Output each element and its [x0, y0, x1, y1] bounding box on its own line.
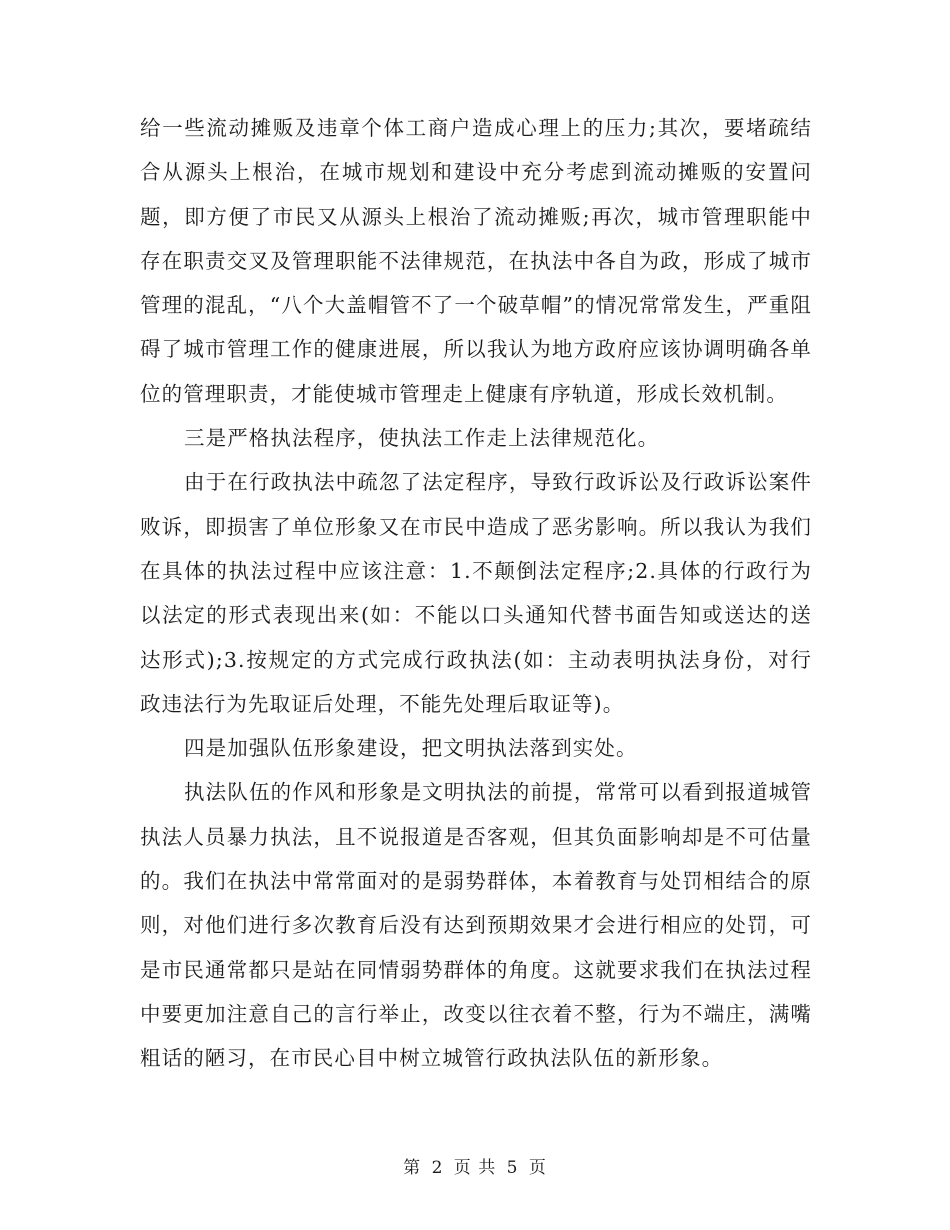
document-body [140, 106, 812, 1081]
paragraph-4-heading: 四是加强队伍形象建设，把文明执法落到实处。 [184, 736, 638, 761]
footer-suffix: 页 [528, 1158, 547, 1178]
page-footer [0, 1153, 950, 1178]
footer-prefix: 第 [403, 1158, 422, 1178]
paragraph-3: 由于在行政执法中疏忽了法定程序，导致行政诉讼及行政诉讼案件败诉，即损害了单位形象又在市民中造成了恶劣影响。所以我认为我们在具体的执法过程中应该注意：1.不颠倒法定程序;2.具体的行政行为以法定的形式表现出来(如：不能以口头通知代替书面告知或送达的送达形式);3.按规定的方式完成行政执法(如：主动表明执法身份，对行政违法行为先取证后处理，不能先处理后取证等)。 [140, 470, 812, 716]
paragraph-2-heading: 三是严格执法程序，使执法工作走上法律规范化。 [184, 426, 660, 451]
paragraph-1: 给一些流动摊贩及违章个体工商户造成心理上的压力;其次，要堵疏结合从源头上根治，在城市规划和建设中充分考虑到流动摊贩的安置问题，即方便了市民又从源头上根治了流动摊贩;再次，城市管理职能中存在职责交叉及管理职能不法律规范，在执法中各自为政，形成了城市管理的混乱，“八个大盖帽管不了一个破草帽”的情况常常发生，严重阻碍了城市管理工作的健康进展，所以我认为地方政府应该协调明确各单位的管理职责，才能使城市管理走上健康有序轨道，形成长效机制。 [140, 116, 812, 406]
footer-total-pages: 5 [506, 1158, 519, 1178]
paragraph-5: 执法队伍的作风和形象是文明执法的前提，常常可以看到报道城管执法人员暴力执法，且不说报道是否客观，但其负面影响却是不可估量的。我们在执法中常常面对的是弱势群体，本着教育与处罚相结合的原则，对他们进行多次教育后没有达到预期效果才会进行相应的处罚，可是市民通常都只是站在同情弱势群体的角度。这就要求我们在执法过程中要更加注意自己的言行举止，改变以往衣着不整，行为不端庄，满嘴粗话的陋习，在市民心目中树立城管行政执法队伍的新形象。 [140, 780, 812, 1071]
footer-middle: 页 共 [453, 1158, 497, 1178]
footer-current-page: 2 [431, 1158, 444, 1178]
